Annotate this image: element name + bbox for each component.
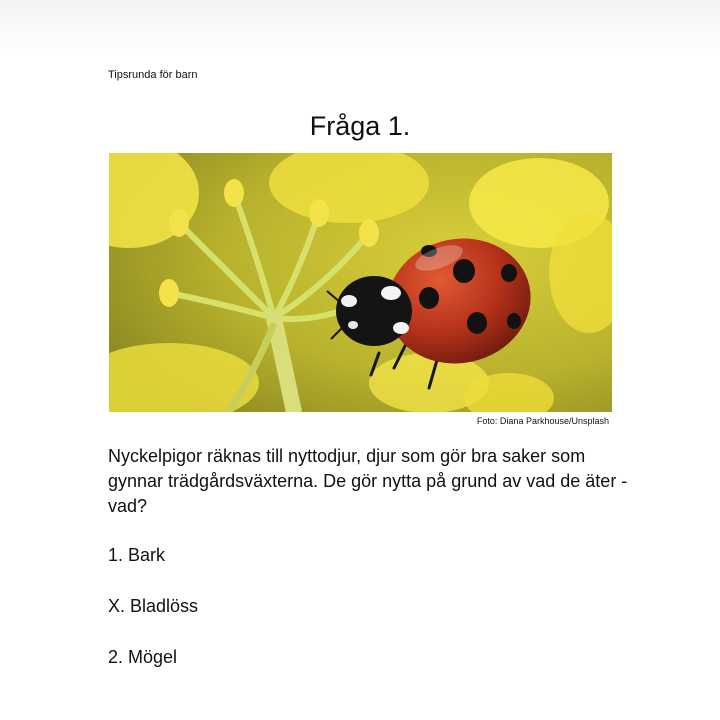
page-title: Fråga 1. xyxy=(309,111,411,141)
photo-credit: Foto: Diana Parkhouse/Unsplash xyxy=(476,416,609,426)
ladybug-illustration xyxy=(109,153,612,412)
question-text: Nyckelpigor räknas till nyttodjur, djur som gör bra saker som gynnar trädgårdsväxterna. De gör nytta på grund av vad de äter - vad? xyxy=(108,446,628,516)
answer-option-2: 2. Mögel xyxy=(108,647,178,667)
header-label: Tipsrunda för barn xyxy=(108,69,198,81)
top-shadow xyxy=(0,0,720,56)
answer-option-1: 1. Bark xyxy=(108,545,166,565)
ladybug-photo xyxy=(109,153,612,412)
answer-option-x: X. Bladlöss xyxy=(108,596,199,616)
